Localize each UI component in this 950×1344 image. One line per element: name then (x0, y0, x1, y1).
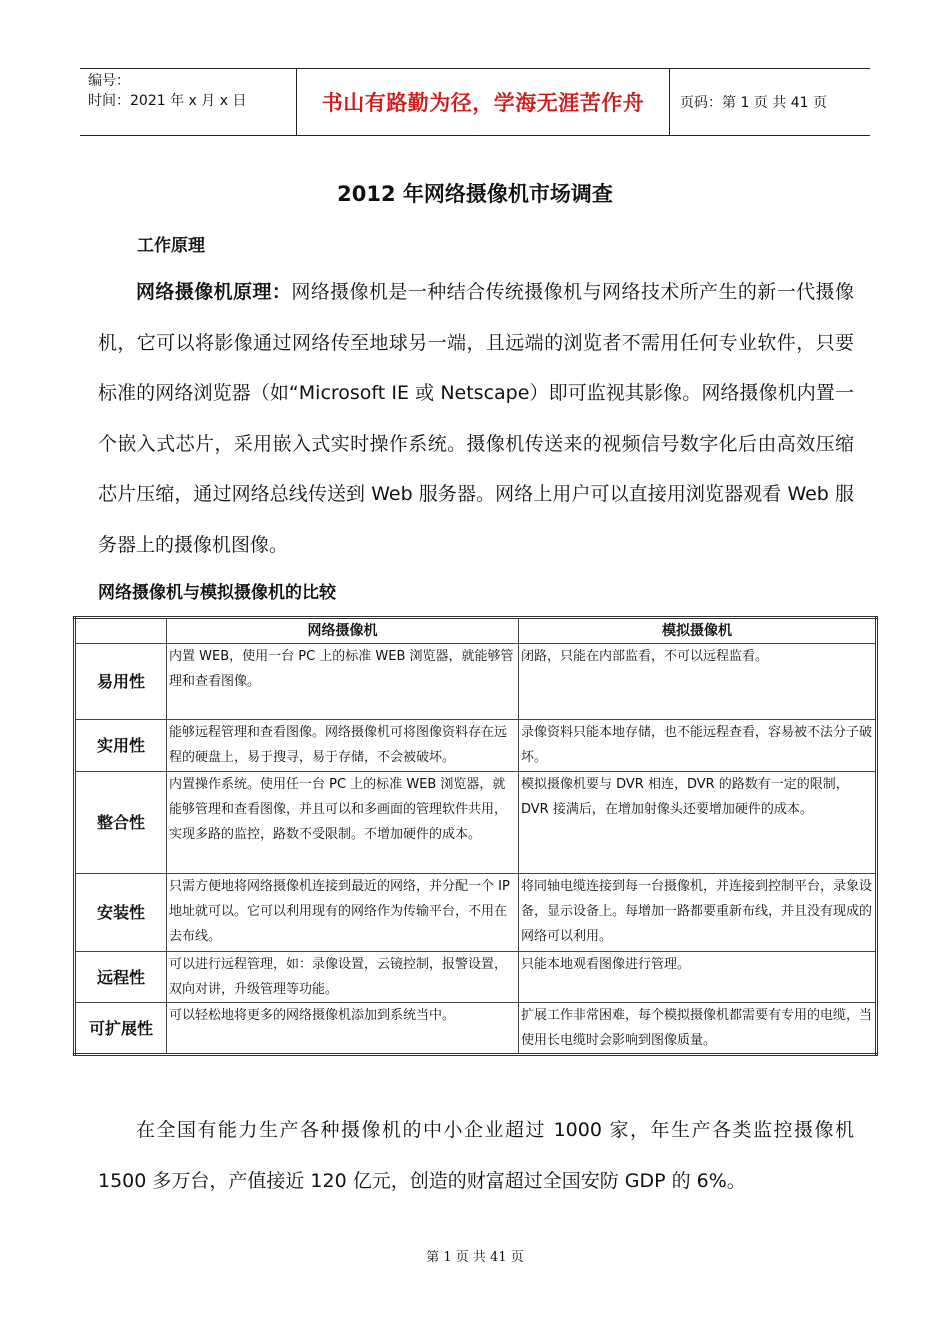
header-page-info: 页码：第 1 页 共 41 页 (680, 95, 827, 111)
row-label: 易用性 (75, 644, 167, 720)
row-label: 远程性 (75, 952, 167, 1003)
analog-cell: 扩展工作非常困难，每个模拟摄像机都需要有专用的电缆，当使用长电缆时会影响到图像质量。 (519, 1003, 877, 1055)
network-cell: 可以轻松地将更多的网络摄像机添加到系统当中。 (167, 1003, 519, 1055)
page-header (80, 68, 870, 136)
page-footer: 第 1 页 共 41 页 (426, 1250, 524, 1265)
table-row (75, 644, 877, 720)
intro-paragraph (98, 267, 854, 570)
row-label: 实用性 (75, 720, 167, 772)
table-header-analog: 模拟摄像机 (519, 618, 877, 644)
analog-cell: 只能本地观看图像进行管理。 (519, 952, 877, 1003)
table-row (75, 952, 877, 1003)
document-number-label: 编号： (88, 73, 130, 89)
table-header-blank (75, 618, 167, 644)
analog-cell: 录像资料只能本地存储，也不能远程查看，容易被不法分子破坏。 (519, 720, 877, 772)
intro-lead: 网络摄像机原理： (136, 281, 292, 303)
row-label: 整合性 (75, 772, 167, 874)
analog-cell: 将同轴电缆连接到每一台摄像机，并连接到控制平台，录象设备，显示设备上。每增加一路都要重新布线，并且没有现成的网络可以利用。 (519, 874, 877, 952)
table-row (75, 720, 877, 772)
table-row (75, 874, 877, 952)
table-row (75, 772, 877, 874)
table-header-network: 网络摄像机 (167, 618, 519, 644)
document-title: 2012 年网络摄像机市场调查 (337, 182, 613, 206)
network-cell: 只需方便地将网络摄像机连接到最近的网络，并分配一个 IP 地址就可以。它可以利用现有的网络作为传输平台，不用在去布线。 (167, 874, 519, 952)
row-label: 安装性 (75, 874, 167, 952)
network-cell: 能够远程管理和查看图像。网络摄像机可将图像资料存在远程的硬盘上，易于搜寻，易于存储，不会被破坏。 (167, 720, 519, 772)
header-motto: 书山有路勤为径，学海无涯苦作舟 (296, 69, 670, 135)
analog-cell: 闭路，只能在内部监看，不可以远程监看。 (519, 644, 877, 720)
section-heading: 工作原理 (137, 236, 205, 256)
row-label: 可扩展性 (75, 1003, 167, 1055)
document-date: 时间：2021 年 x 月 x 日 (88, 93, 247, 109)
network-cell: 内置操作系统。使用任一台 PC 上的标准 WEB 浏览器，就能够管理和查看图像，并且可以和多画面的管理软件共用，实现多路的监控，路数不受限制。不增加硬件的成本。 (167, 772, 519, 874)
market-paragraph: 在全国有能力生产各种摄像机的中小企业超过 1000 家，年生产各类监控摄像机 1500 多万台，产值接近 120 亿元，创造的财富超过全国安防 GDP 的 6%。 (98, 1119, 854, 1192)
table-row (75, 1003, 877, 1055)
comparison-table (73, 616, 878, 1056)
analog-cell: 模拟摄像机要与 DVR 相连，DVR 的路数有一定的限制，DVR 接满后，在增加射像头还要增加硬件的成本。 (519, 772, 877, 874)
network-cell: 可以进行远程管理，如：录像设置，云镜控制，报警设置，双向对讲，升级管理等功能。 (167, 952, 519, 1003)
network-cell: 内置 WEB，使用一台 PC 上的标准 WEB 浏览器，就能够管理和查看图像。 (167, 644, 519, 720)
header-meta (80, 69, 296, 135)
intro-text: 网络摄像机是一种结合传统摄像机与网络技术所产生的新一代摄像机，它可以将影像通过网络传至地球另一端，且远端的浏览者不需用任何专业软件，只要标准的网络浏览器（如“Microsoft IE 或 Netscape）即可监视其影像。网络摄像机内置一个嵌入式芯片，采用嵌入式实时操作系统。摄像机传送来的视频信号数字化后由高效压缩芯片压缩，通过网络总线传送到 Web 服务器。网络上用户可以直接用浏览器观看 Web 服务器上的摄像机图像。 (98, 281, 854, 556)
comparison-heading: 网络摄像机与模拟摄像机的比较 (98, 583, 336, 603)
table-header-row (75, 618, 877, 644)
